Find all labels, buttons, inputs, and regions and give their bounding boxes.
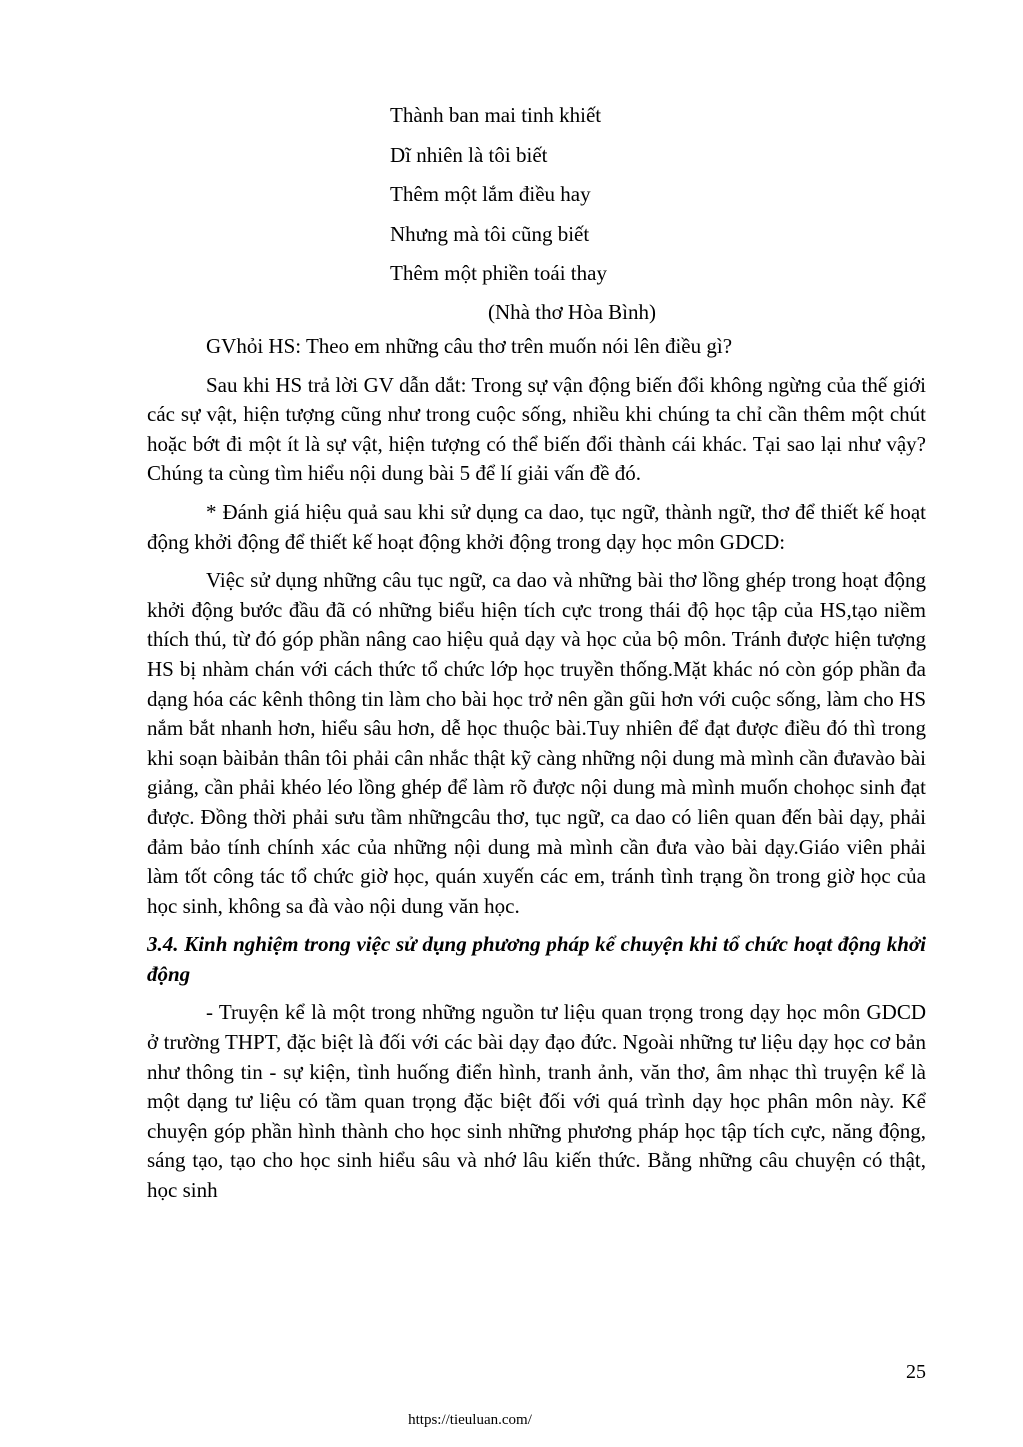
evaluation-title-paragraph: * Đánh giá hiệu quả sau khi sử dụng ca dao, tục ngữ, thành ngữ, thơ để thiết kế hoạt động khởi động để thiết kế hoạt động khởi động trong dạy học môn GDCD: (147, 499, 926, 554)
evaluation-body-paragraph: Việc sử dụng những câu tục ngữ, ca dao và những bài thơ lồng ghép trong hoạt động khởi động bước đầu đã có những biểu hiện tích cực trong thái độ học tập của HS,tạo niềm thích thú, từ đó góp phần nâng cao hiệu quả dạy và học của bộ môn. Tránh được hiện tượng HS bị nhàm chán với cách thức tổ chức lớp học truyền thống.Mặt khác nó còn góp phần đa dạng hóa các kênh thông tin làm cho bài học trở nên gần gũi hơn với cuộc sống, làm cho HS nắm bắt nhanh hơn, hiểu sâu hơn, dễ học thuộc bài.Tuy nhiên để đạt được điều đó thì trong khi soạn bàibản thân tôi phải cân nhắc thật kỹ càng những nội dung mà mình cần đưavào bài giảng, cần phải khéo léo lồng ghép để làm rõ được nội dung mà mình muốn chohọc sinh đạt được. Đồng thời phải sưu tầm nhữngcâu thơ, tục ngữ, ca dao có liên quan đến bài dạy, phải đảm bảo tính chính xác của những nội dung mà mình cần đưa vào bài dạy.Giáo viên phải làm tốt công tác tổ chức giờ học, quán xuyến các em, tránh tình trạng ồn trong giờ học của học sinh, không sa đà vào nội dung văn học. (147, 568, 926, 918)
page-number: 25 (906, 1361, 926, 1383)
poem-line: Thêm một lắm điều hay (390, 182, 591, 206)
footer-url: https://tieuluan.com/ (408, 1412, 532, 1428)
section-heading: 3.4. Kinh nghiệm trong việc sử dụng phương pháp kể chuyện khi tổ chức hoạt động khởi động (147, 932, 926, 986)
poem-line: Thêm một phiền toái thay (390, 261, 607, 285)
poem-author: (Nhà thơ Hòa Bình) (488, 300, 656, 324)
poem-line: Dĩ nhiên là tôi biết (390, 142, 548, 167)
lead-in-paragraph: Sau khi HS trả lời GV dẫn dắt: Trong sự vận động biến đổi không ngừng của thế giới các sự vật, hiện tượng cũng như trong cuộc sống, nhiều khi chúng ta chỉ cần thêm một chút hoặc bớt đi một ít là sự vật, hiện tượng có thể biến đổi thành cái khác. Tại sao lại như vậy? Chúng ta cùng tìm hiểu nội dung bài 5 để lí giải vấn đề đó. (147, 372, 926, 486)
poem-line: Thành ban mai tinh khiết (390, 103, 602, 127)
body-text (147, 332, 926, 1215)
poem-line: Nhưng mà tôi cũng biết (390, 221, 590, 246)
story-intro-paragraph: - Truyện kể là một trong những nguồn tư liệu quan trọng trong dạy học môn GDCD ở trường THPT, đặc biệt là đối với các bài dạy đạo đức. Ngoài những tư liệu dạy học cơ bản như thông tin - sự kiện, tình huống điển hình, tranh ảnh, văn thơ, âm nhạc thì truyện kể là một dạng tư liệu có tầm quan trọng đặc biệt đối với quá trình dạy học phân môn này. Kể chuyện góp phần hình thành cho học sinh những phương pháp học tập tích cực, năng động, sáng tạo, tạo cho học sinh hiểu sâu và nhớ lâu kiến thức. Bằng những câu chuyện có thật, học sinh (147, 1000, 926, 1203)
poem-block (390, 96, 810, 294)
question-paragraph: GVhỏi HS: Theo em những câu thơ trên muốn nói lên điều gì? (206, 334, 733, 358)
